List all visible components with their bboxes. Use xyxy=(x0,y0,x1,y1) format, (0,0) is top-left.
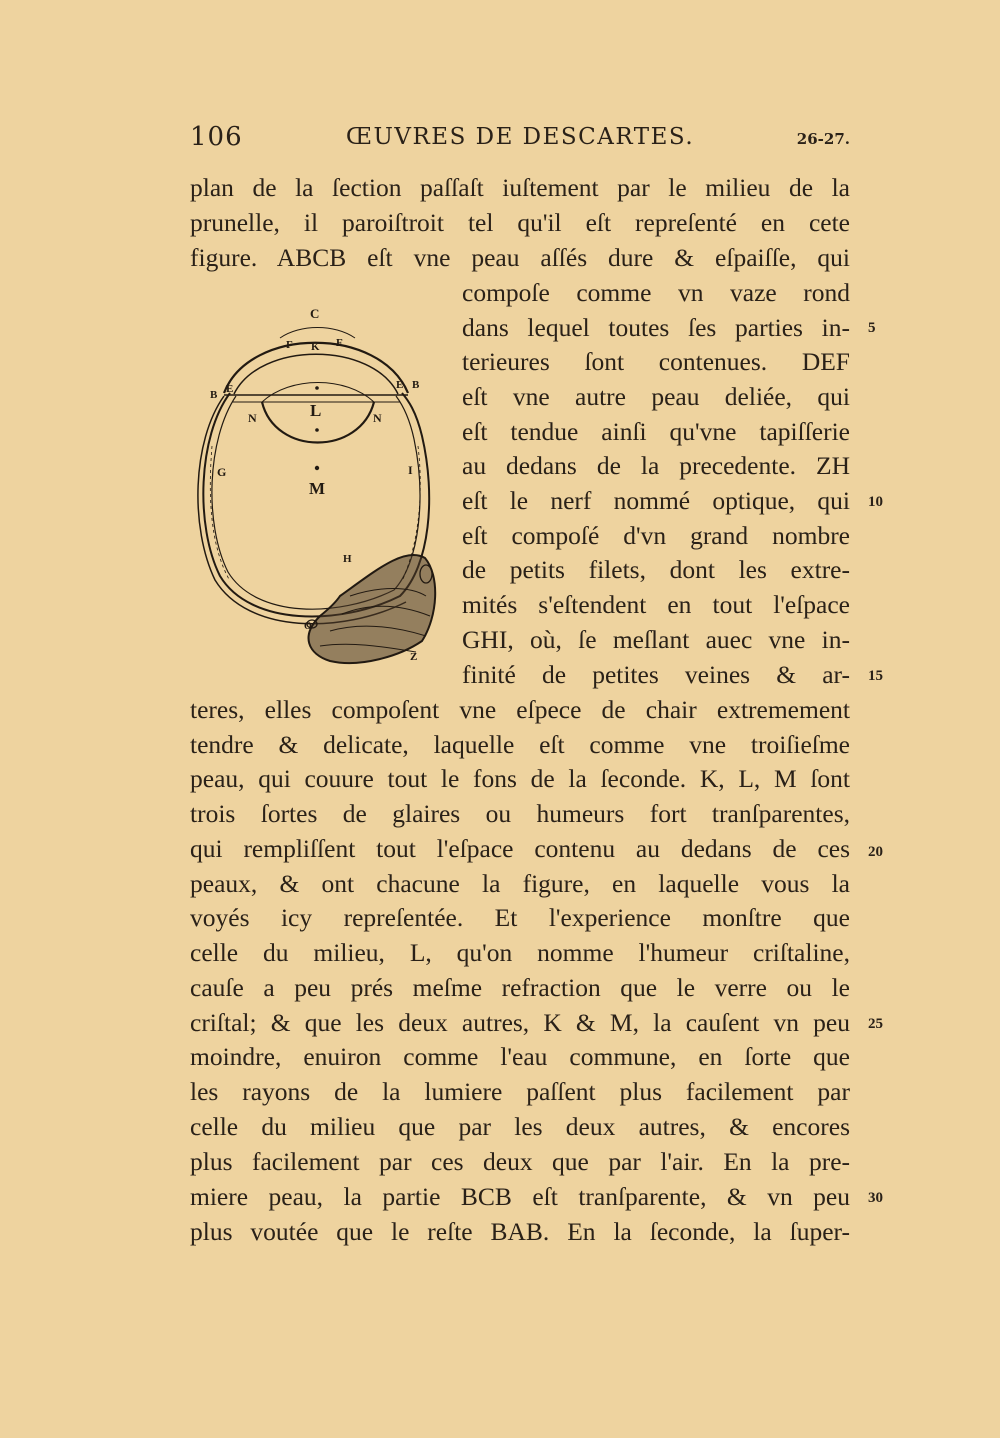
text-line: plus facilement par ces deux que par l'air. En la pre- xyxy=(190,1147,850,1176)
label-b-right: B xyxy=(412,379,420,391)
label-c: C xyxy=(310,306,320,321)
text-line: prunelle, il paroiſtroit tel qu'il eſt repreſenté en cete xyxy=(190,208,850,237)
text-line: dans lequel toutes ſes parties in- xyxy=(462,313,850,342)
text-line: teres, elles compoſent vne eſpece de chair extremement xyxy=(190,695,850,724)
text-line: compoſe comme vn vaze rond xyxy=(462,278,850,307)
line-number: 25 xyxy=(868,1016,883,1032)
text-line: eſt vne autre peau deliée, qui xyxy=(462,382,850,411)
text-line: voyés icy repreſentée. Et l'experience monſtre que xyxy=(190,903,850,932)
label-e-right: E xyxy=(396,379,404,391)
label-h: H xyxy=(343,553,352,565)
label-l: L xyxy=(310,401,322,420)
text-line: eſt le nerf nommé optique, qui xyxy=(462,486,850,515)
text-line: celle du milieu que par les deux autres, & encores xyxy=(190,1112,850,1141)
text-line: GHI, où, ſe meſlant auec vne in- xyxy=(462,625,850,654)
label-z: Z xyxy=(410,651,418,663)
text-line: plus voutée que le reſte BAB. En la ſeconde, la ſuper- xyxy=(190,1217,850,1246)
text-line: eſt compoſé d'vn grand nombre xyxy=(462,521,850,550)
text-line: trois ſortes de glaires ou humeurs fort tranſparentes, xyxy=(190,799,850,828)
text-line: au dedans de la precedente. ZH xyxy=(462,451,850,480)
line-number: 5 xyxy=(868,320,876,336)
label-i: I xyxy=(408,463,413,477)
page-number: 106 xyxy=(190,122,243,152)
text-line: qui rempliſſent tout l'eſpace contenu au dedans de ces xyxy=(190,834,850,863)
label-n-right: N xyxy=(373,411,382,425)
text-line: moindre, enuiron comme l'eau commune, en ſorte que xyxy=(190,1042,850,1071)
label-o: O xyxy=(304,621,312,632)
running-header xyxy=(190,122,850,162)
line-number: 20 xyxy=(868,844,883,860)
text-line: figure. ABCB eſt vne peau aſſés dure & eſpaiſſe, qui xyxy=(190,243,850,272)
eye-diagram-figure xyxy=(190,296,446,668)
text-line: finité de petites veines & ar- xyxy=(462,660,850,689)
label-m: M xyxy=(309,479,326,498)
text-line: eſt tendue ainſi qu'vne tapiſſerie xyxy=(462,417,850,446)
text-line: cauſe a peu prés meſme refraction que le verre ou le xyxy=(190,973,850,1002)
text-line: de petits filets, dont les extre- xyxy=(462,555,850,584)
text-line: peaux, & ont chacune la figure, en laquelle vous la xyxy=(190,869,850,898)
text-line: les rayons de la lumiere paſſent plus facilement par xyxy=(190,1077,850,1106)
line-number: 15 xyxy=(868,668,883,684)
label-e-left: E xyxy=(226,383,234,395)
label-f-right: F xyxy=(336,337,343,349)
text-line: plan de la ſection paſſaſt iuſtement par le milieu de la xyxy=(190,173,850,202)
text-line: peau, qui couure tout le fons de la ſeconde. K, L, M ſont xyxy=(190,764,850,793)
line-number: 30 xyxy=(868,1190,883,1206)
label-f-left: F xyxy=(286,339,293,351)
text-line: celle du milieu, L, qu'on nomme l'humeur criſtaline, xyxy=(190,938,850,967)
text-line: criſtal; & que les deux autres, K & M, la cauſent vn peu xyxy=(190,1008,850,1037)
eye-diagram-illustration xyxy=(190,296,446,668)
label-k: K xyxy=(311,341,320,353)
label-n-left: N xyxy=(248,411,257,425)
label-b-left: B xyxy=(210,389,218,401)
line-number: 10 xyxy=(868,494,883,510)
text-line: tendre & delicate, laquelle eſt comme vne troiſieſme xyxy=(190,730,850,759)
text-line: mités s'eſtendent en tout l'eſpace xyxy=(462,590,850,619)
label-g: G xyxy=(217,465,227,479)
running-title: ŒUVRES DE DESCARTES. xyxy=(345,124,695,150)
page-reference: 26-27. xyxy=(796,130,850,148)
text-line: terieures ſont contenues. DEF xyxy=(462,347,850,376)
text-line: miere peau, la partie BCB eſt tranſparente, & vn peu xyxy=(190,1182,850,1211)
